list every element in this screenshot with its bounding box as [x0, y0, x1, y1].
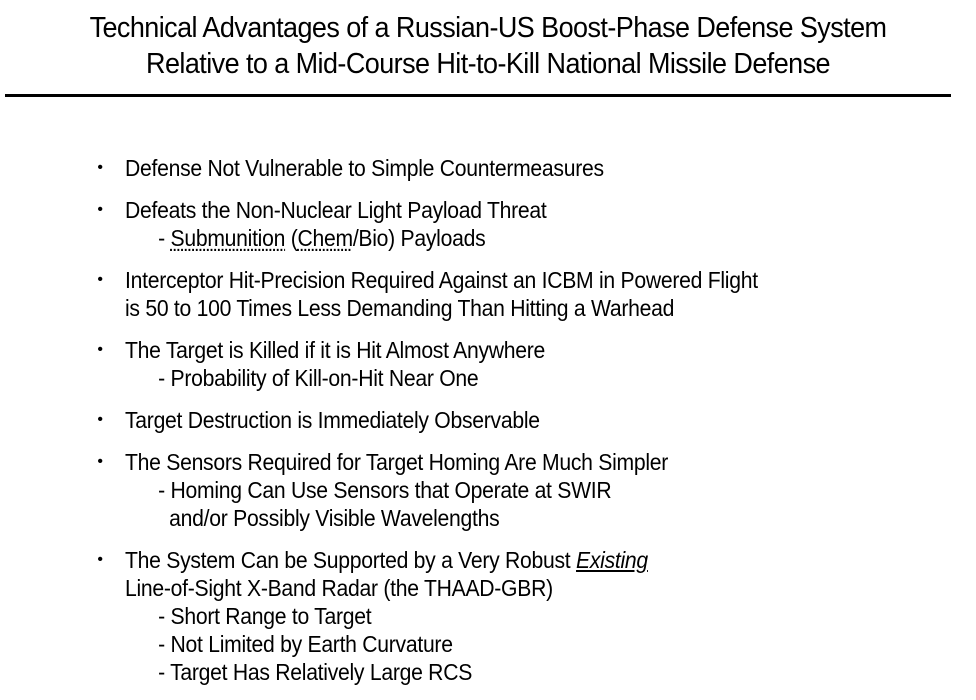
underlined-term: Submunition — [170, 225, 286, 251]
bullet-text: The Sensors Required for Target Homing Are Much Simpler — [125, 449, 669, 475]
bullet-item-2 — [90, 196, 950, 252]
bullet-icon: • — [97, 159, 103, 176]
bullet-text: Defense Not Vulnerable to Simple Countermeasures — [125, 155, 604, 181]
title-line-1: Technical Advantages of a Russian-US Boost-Phase Defense System — [89, 12, 887, 44]
bullet-icon: • — [97, 411, 103, 428]
bullet-text: Interceptor Hit-Precision Required Against an ICBM in Powered Flight — [125, 267, 758, 293]
bullet-item-7 — [90, 546, 950, 686]
bullet-text-continued: Line-of-Sight X-Band Radar (the THAAD-GBR) — [125, 575, 553, 601]
sub-text: ( — [285, 225, 298, 251]
bullet-item-3 — [90, 266, 950, 322]
sub-dash: - — [158, 225, 171, 251]
emphasized-term: Existing — [576, 547, 648, 573]
bullet-text: Target Destruction is Immediately Observable — [125, 407, 540, 433]
sub-point: - Probability of Kill-on-Hit Near One — [158, 365, 479, 391]
bullet-text-continued: is 50 to 100 Times Less Demanding Than Hitting a Warhead — [125, 295, 675, 321]
bullet-list — [90, 154, 950, 700]
title-line-2: Relative to a Mid-Course Hit-to-Kill National Missile Defense — [146, 48, 830, 80]
bullet-text: Defeats the Non-Nuclear Light Payload Threat — [125, 197, 547, 223]
slide-title — [34, 10, 942, 82]
bullet-item-5 — [90, 406, 950, 434]
sub-point — [125, 224, 884, 252]
title-divider — [5, 94, 951, 97]
bullet-icon: • — [97, 453, 103, 470]
bullet-icon: • — [97, 551, 103, 568]
sub-point: - Not Limited by Earth Curvature — [158, 631, 453, 657]
bullet-text: The Target is Killed if it is Hit Almost Anywhere — [125, 337, 546, 363]
sub-text: /Bio) Payloads — [352, 225, 486, 251]
underlined-term: Chem — [297, 225, 353, 251]
sub-point-continued: and/or Possibly Visible Wavelengths — [169, 505, 500, 531]
bullet-item-1 — [90, 154, 950, 182]
bullet-text-part: The System Can be Supported by a Very Robust — [125, 547, 577, 573]
bullet-icon: • — [97, 341, 103, 358]
sub-point: - Homing Can Use Sensors that Operate at SWIR — [158, 477, 612, 503]
sub-point: - Target Has Relatively Large RCS — [158, 659, 473, 685]
bullet-text — [125, 546, 884, 574]
bullet-item-4 — [90, 336, 950, 392]
bullet-icon: • — [97, 201, 103, 218]
bullet-icon: • — [97, 271, 103, 288]
bullet-item-6 — [90, 448, 950, 532]
sub-point: - Short Range to Target — [158, 603, 372, 629]
